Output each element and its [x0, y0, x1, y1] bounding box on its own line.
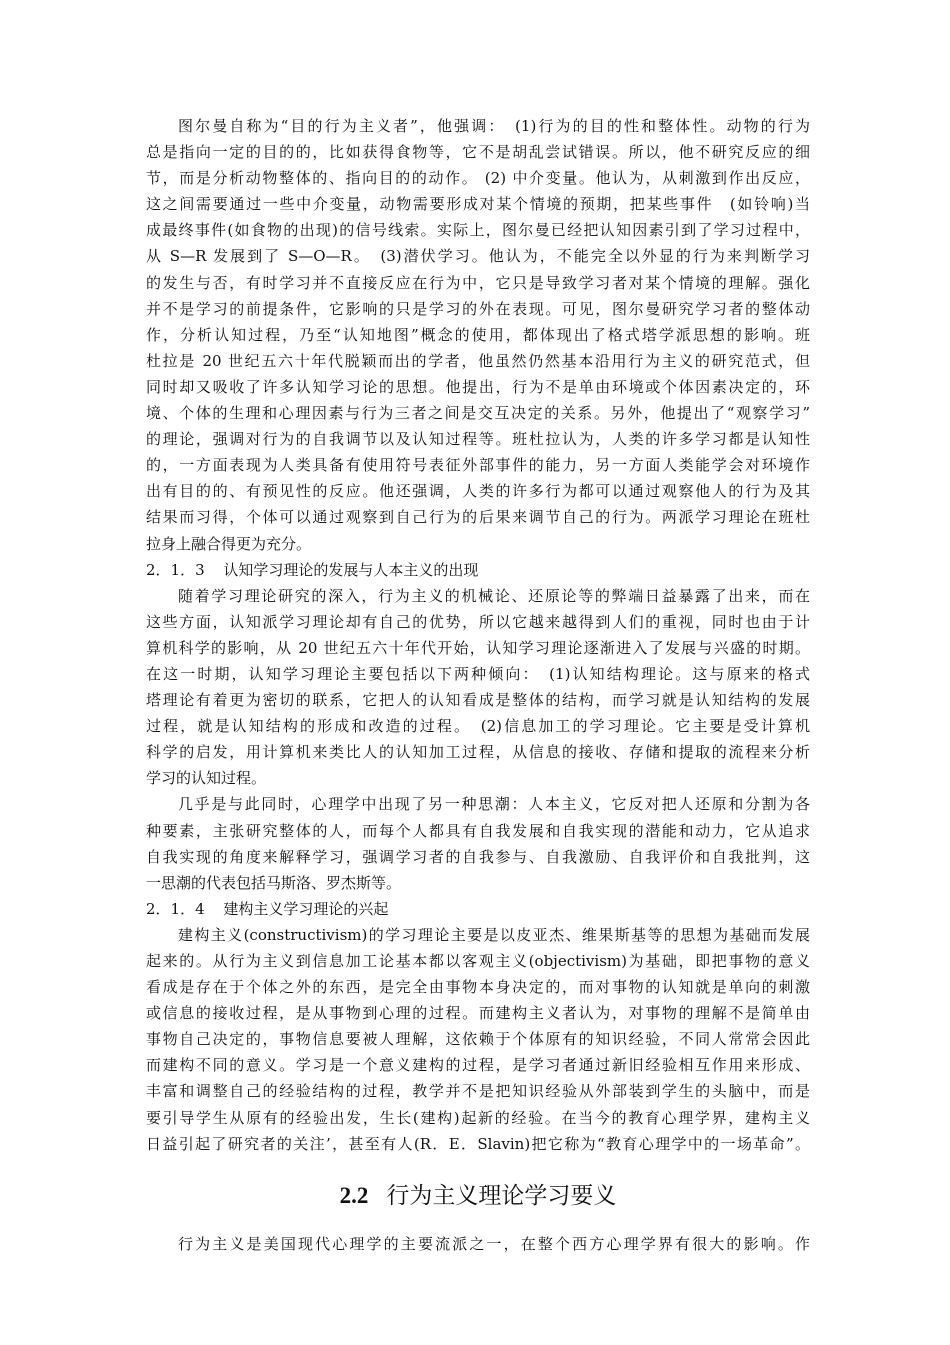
text-line: 看成是存在于个体之外的东西，是完全由事物本身决定的，而对事物的认知就是单向的刺激: [146, 978, 810, 997]
text-line: 或信息的接收过程，是从事物到心理的过程。而建构主义者认为，对事物的理解不是简单由: [146, 1004, 810, 1023]
paragraph-humanism: [146, 791, 810, 895]
section-heading-2-1-3: [146, 557, 810, 583]
text-line: 科学的启发，用计算机来类比人的认知加工过程，从信息的接收、存储和提取的流程来分析: [146, 743, 810, 762]
text-line: 丰富和调整自己的经验结构的过程，教学并不是把知识经验从外部装到学生的头脑中，而是: [146, 1082, 810, 1101]
text-line: 几乎是与此同时，心理学中出现了另一种思潮：人本主义，它反对把人还原和分割为各: [178, 795, 810, 814]
text-line: 随着学习理论研究的深入，行为主义的机械论、还原论等的弊端日益暴露了出来，而在: [178, 586, 810, 605]
paragraph-behaviorism: [146, 1231, 810, 1257]
text-line: 行为主义是美国现代心理学的主要流派之一，在整个西方心理学界有很大的影响。作: [178, 1234, 810, 1253]
text-line: 一思潮的代表包括马斯洛、罗杰斯等。: [146, 873, 402, 892]
text-line: 自我实现的角度来解释学习，强调学习者的自我参与、自我激励、自我评价和自我批判，这: [146, 847, 810, 866]
section-number: 2．1．4: [146, 899, 205, 918]
text-line: 要引导学生从原有的经验出发，生长(建构)起新的经验。在当今的教育心理学界，建构主义: [146, 1108, 810, 1127]
document-page: [146, 113, 810, 1257]
section-heading-2-1-4: [146, 896, 810, 922]
text-line: 而建构不同的意义。学习是一个意义建构的过程，是学习者通过新旧经验相互作用来形成、: [146, 1056, 810, 1075]
text-line: 在这一时期，认知学习理论主要包括以下两种倾向： (1)认知结构理论。这与原来的格式: [146, 664, 810, 683]
text-line: 学习的认知过程。: [146, 769, 267, 788]
text-line: 图尔曼自称为“目的行为主义者”，他强调： (1)行为的目的性和整体性。动物的行为: [178, 117, 810, 135]
text-line: 同时却又吸收了许多认知学习论的思想。他提出，行为不是单由环境或个体因素决定的，环: [146, 377, 810, 396]
text-line: 日益引起了研究者的关注’，甚至有人(R．E．Slavin)把它称为“教育心理学中的一场革命”。: [146, 1134, 810, 1153]
section-title: 认知学习理论的发展与人本主义的出现: [223, 560, 479, 579]
text-line: 的，一方面表现为人类具备有使用符号表征外部事件的能力，另一方面人类能学会对环境作: [146, 456, 810, 475]
text-line: 这些方面，认知派学习理论却有自己的优势，所以它越来越得到人们的重视，同时也由于计: [146, 612, 810, 631]
text-line: 节，而是分析动物整体的、指向目的的动作。 (2) 中介变量。他认为，从刺激到作出反应，: [146, 169, 810, 188]
text-line: 这之间需要通过一些中介变量，动物需要形成对某个情境的预期，把某些事件 (如铃响)当: [146, 195, 810, 214]
text-line: 出有目的的、有预见性的反应。他还强调，人类的许多行为都可以通过观察他人的行为及其: [146, 482, 810, 501]
text-line: 的发生与否，有时学习并不直接反应在行为中，它只是导致学习者对某个情境的理解。强化: [146, 273, 810, 292]
paragraph-tolman-bandura: [146, 113, 810, 557]
text-line: 拉身上融合得更为充分。: [146, 534, 312, 553]
text-line: 杜拉是 20 世纪五六十年代脱颖而出的学者，他虽然仍然基本沿用行为主义的研究范式，但: [146, 351, 810, 370]
text-line: 总是指向一定的目的的，比如获得食物等，它不是胡乱尝试错误。所以，他不研究反应的细: [146, 143, 810, 162]
section-title: 建构主义学习理论的兴起: [223, 899, 389, 918]
text-line: 的理论，强调对行为的自我调节以及认知过程等。班杜拉认为，人类的许多学习都是认知性: [146, 430, 810, 449]
text-line: 事物自己决定的，事物信息要被人理解，这依赖于个体原有的知识经验，不同人常常会因此: [146, 1030, 810, 1049]
text-line: 并不是学习的前提条件，它影响的只是学习的外在表现。可见，图尔曼研究学习者的整体动: [146, 299, 810, 318]
text-line: 塔理论有着更为密切的联系，它把人的认知看成是整体的结构，而学习就是认知结构的发展: [146, 691, 810, 710]
text-line: 作，分析认知过程，乃至“认知地图”概念的使用，都体现出了格式塔学派思想的影响。班: [146, 325, 810, 344]
section-number: 2．1．3: [146, 560, 205, 579]
paragraph-cognitive-development: [146, 583, 810, 792]
text-line: 成最终事件(如食物的出现)的信号线索。实际上，图尔曼已经把认知因素引到了学习过程中，: [146, 221, 810, 240]
text-line: 过程，就是认知结构的形成和改造的过程。 (2)信息加工的学习理论。它主要是受计算机: [146, 717, 810, 736]
text-line: 起来的。从行为主义到信息加工论基本都以客观主义(objectivism)为基础，即把事物的意义: [146, 952, 810, 970]
paragraph-constructivism: [146, 922, 810, 1157]
text-line: 境、个体的生理和心理因素与行为三者之间是交互决定的关系。另外，他提出了“观察学习”: [146, 404, 810, 423]
section-heading-2-2: [146, 1161, 810, 1231]
text-line: 从 S—R 发展到了 S—O—R。 (3)潜伏学习。他认为，不能完全以外显的行为来判断学习: [146, 247, 810, 266]
section-number: 2.2: [339, 1182, 369, 1208]
text-line: 算机科学的影响，从 20 世纪五六十年代开始，认知学习理论逐渐进入了发展与兴盛的时期。: [146, 638, 810, 657]
section-title: 行为主义理论学习要义: [386, 1182, 617, 1209]
text-line: 建构主义(constructivism)的学习理论主要是以皮亚杰、维果斯基等的思想为基础而发展: [178, 925, 810, 944]
text-line: 种要素，主张研究整体的人，而每个人都具有自我发展和自我实现的潜能和动力，它从追求: [146, 821, 810, 840]
text-line: 结果而习得，个体可以通过观察到自己行为的后果来调节自己的行为。两派学习理论在班杜: [146, 508, 810, 527]
